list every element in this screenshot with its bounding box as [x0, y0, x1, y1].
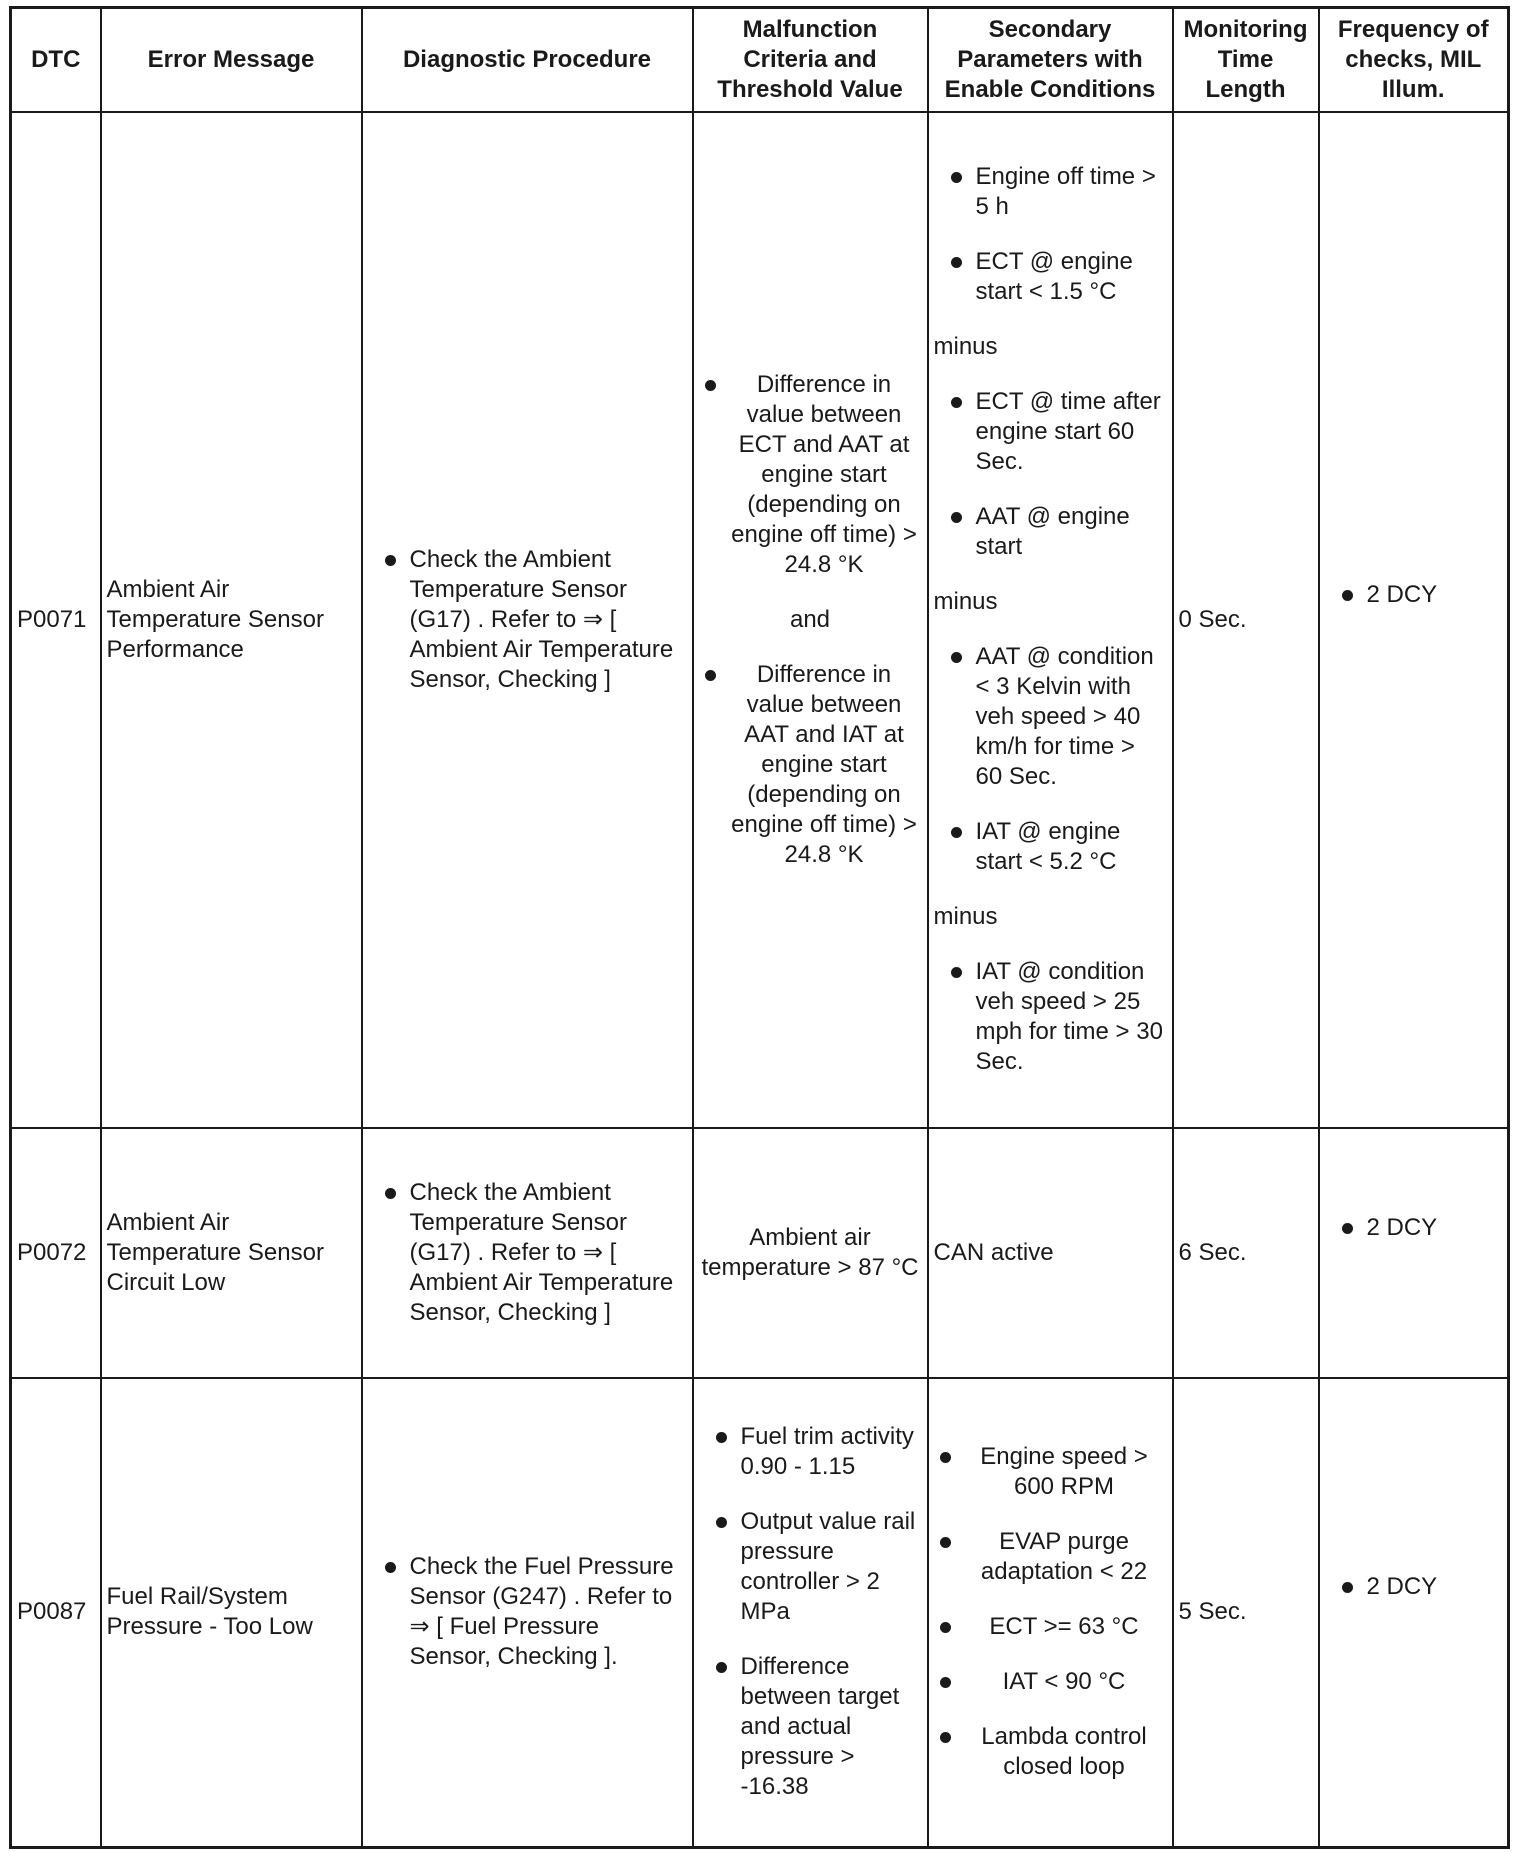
bullet-icon	[716, 1662, 727, 1673]
error-message: Fuel Rail/System Pressure - Too Low	[101, 1378, 362, 1848]
header-secondary-parameters: Secondary Parameters with Enable Conditions	[928, 8, 1173, 112]
table-row	[11, 112, 1509, 1128]
bullet-icon	[951, 967, 962, 978]
bullet-icon	[940, 1622, 951, 1633]
bullet-icon	[951, 257, 962, 268]
bullet-icon	[940, 1537, 951, 1548]
dtc-code: P0071	[11, 112, 101, 1128]
malfunction-criteria	[693, 1378, 928, 1848]
list-item: IAT @ condition veh speed > 25 mph for time > 30 Sec.	[934, 957, 1167, 1077]
bullet-icon	[1342, 1582, 1353, 1593]
bullet-icon	[716, 1432, 727, 1443]
list-item: ECT >= 63 °C	[934, 1612, 1167, 1642]
bullet-icon	[951, 397, 962, 408]
operator-text: minus	[933, 903, 998, 930]
table-row	[11, 1128, 1509, 1378]
bullet-icon	[1342, 590, 1353, 601]
monitoring-time: 0 Sec.	[1173, 112, 1319, 1128]
diagnostic-procedure	[362, 112, 693, 1128]
error-message: Ambient Air Temperature Sensor Circuit Low	[101, 1128, 362, 1378]
operator-text: minus	[933, 588, 998, 615]
bullet-icon	[385, 1188, 396, 1199]
bullet-icon	[705, 670, 716, 681]
dtc-code: P0072	[11, 1128, 101, 1378]
bullet-icon	[705, 380, 716, 391]
bullet-icon	[940, 1732, 951, 1743]
secondary-parameters: CAN active	[928, 1128, 1173, 1378]
list-item: Check the Ambient Temperature Sensor (G17) . Refer to ⇒ [ Ambient Air Temperature Sensor, Checking ]	[368, 545, 687, 695]
header-diagnostic-procedure: Diagnostic Procedure	[362, 8, 693, 112]
list-item: Engine speed > 600 RPM	[934, 1442, 1167, 1502]
list-item: Check the Ambient Temperature Sensor (G17) . Refer to ⇒ [ Ambient Air Temperature Sensor, Checking ]	[368, 1178, 687, 1328]
list-item: Difference between target and actual pressure > -16.38	[699, 1652, 922, 1802]
frequency	[1319, 112, 1509, 1128]
header-malfunction-criteria: Malfunction Criteria and Threshold Value	[693, 8, 928, 112]
bullet-icon	[951, 172, 962, 183]
dtc-code: P0087	[11, 1378, 101, 1848]
header-row	[11, 8, 1509, 112]
bullet-icon	[385, 555, 396, 566]
frequency	[1319, 1128, 1509, 1378]
header-error-message: Error Message	[101, 8, 362, 112]
diagnostic-procedure	[362, 1128, 693, 1378]
list-item: AAT @ condition < 3 Kelvin with veh speed > 40 km/h for time > 60 Sec.	[934, 642, 1167, 792]
frequency	[1319, 1378, 1509, 1848]
list-item: Check the Fuel Pressure Sensor (G247) . Refer to ⇒ [ Fuel Pressure Sensor, Checking ].	[368, 1552, 687, 1672]
dtc-table	[9, 6, 1510, 1849]
secondary-parameters	[928, 1378, 1173, 1848]
monitoring-time: 5 Sec.	[1173, 1378, 1319, 1848]
conjunction-text: and	[789, 605, 831, 633]
malfunction-criteria: Ambient air temperature > 87 °C	[693, 1128, 928, 1378]
list-item: 2 DCY	[1325, 1572, 1503, 1602]
bullet-icon	[716, 1517, 727, 1528]
list-item: 2 DCY	[1325, 1213, 1503, 1243]
header-monitoring-time: Monitoring Time Length	[1173, 8, 1319, 112]
list-item: 2 DCY	[1325, 580, 1503, 610]
list-item: EVAP purge adaptation < 22	[934, 1527, 1167, 1587]
table-row	[11, 1378, 1509, 1848]
list-item: ECT @ time after engine start 60 Sec.	[934, 387, 1167, 477]
list-item: IAT < 90 °C	[934, 1667, 1167, 1697]
monitoring-time: 6 Sec.	[1173, 1128, 1319, 1378]
list-item: Difference in value between AAT and IAT at engine start (depending on engine off time) > 24.8 °K	[699, 660, 922, 870]
list-item: ECT @ engine start < 1.5 °C	[934, 247, 1167, 307]
bullet-icon	[1342, 1223, 1353, 1234]
secondary-parameters	[928, 112, 1173, 1128]
list-item: AAT @ engine start	[934, 502, 1167, 562]
list-item: Fuel trim activity 0.90 - 1.15	[699, 1422, 922, 1482]
list-item: Output value rail pressure controller > 2 MPa	[699, 1507, 922, 1627]
operator-text: minus	[933, 333, 998, 360]
bullet-icon	[940, 1677, 951, 1688]
malfunction-criteria	[693, 112, 928, 1128]
header-dtc: DTC	[11, 8, 101, 112]
error-message: Ambient Air Temperature Sensor Performance	[101, 112, 362, 1128]
list-item: Lambda control closed loop	[934, 1722, 1167, 1782]
bullet-icon	[951, 512, 962, 523]
bullet-icon	[385, 1562, 396, 1573]
diagnostic-procedure	[362, 1378, 693, 1848]
bullet-icon	[951, 827, 962, 838]
header-frequency: Frequency of checks, MIL Illum.	[1319, 8, 1509, 112]
bullet-icon	[951, 652, 962, 663]
list-item: IAT @ engine start < 5.2 °C	[934, 817, 1167, 877]
list-item: Difference in value between ECT and AAT at engine start (depending on engine off time) > 24.8 °K	[699, 370, 922, 580]
bullet-icon	[940, 1452, 951, 1463]
list-item: Engine off time > 5 h	[934, 162, 1167, 222]
